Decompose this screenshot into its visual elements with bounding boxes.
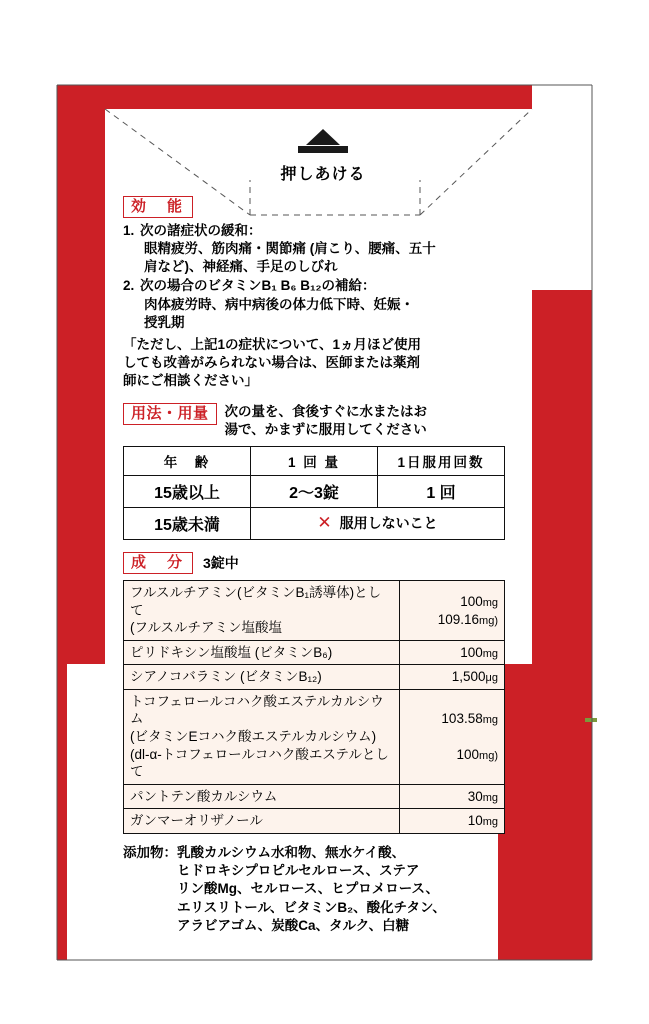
ingredient-amount-6: 10mg: [400, 809, 505, 834]
x-mark-icon: ✕: [317, 513, 332, 533]
red-band-top: [57, 85, 532, 109]
additives-label: 添加物：: [123, 844, 177, 860]
dosage-age-over15: 15歳以上: [124, 475, 251, 507]
additives-line-4: エリスリトール、ビタミンB₂、酸化チタン、: [177, 899, 446, 915]
ingredient-amount-2: 100mg: [400, 640, 505, 665]
table-row: [124, 784, 505, 809]
additives-line-3: リン酸Mg、セルロース、ヒプロメロース、: [177, 881, 439, 897]
ingredient-amount-4: [400, 689, 505, 784]
efficacy-note-line-3: 師にご相談ください」: [123, 373, 258, 389]
ingredients-heading: 成 分: [123, 552, 193, 574]
additives-section: [123, 844, 523, 936]
efficacy-sub-2a: 肉体疲労時、病中病後の体力低下時、妊娠・: [144, 296, 414, 312]
table-row: [124, 507, 505, 539]
ingredients-quantity: 3錠中: [203, 555, 239, 572]
dosage-under15-note: [251, 507, 505, 539]
registration-tick: [585, 718, 597, 722]
efficacy-section: [123, 196, 523, 391]
ingredient-amount-1: [400, 581, 505, 641]
efficacy-note: [123, 336, 523, 391]
additives-line-2: ヒドロキシプロピルセルロース、ステア: [177, 863, 420, 879]
dosage-col-age: 年 齢: [124, 446, 251, 475]
ingredient-amount-1-line1: 100mg: [460, 593, 498, 609]
dosage-amount-over15: 2～3錠: [251, 475, 378, 507]
table-row: [124, 689, 505, 784]
efficacy-main-1: 次の諸症状の緩和：: [140, 223, 262, 239]
additives-line-5: アラビアゴム、炭酸Ca、タルク、白糖: [177, 918, 410, 934]
dosage-age-under15: 15歳未満: [124, 507, 251, 539]
label-content: [105, 109, 533, 960]
ingredient-amount-4-spacer: [406, 728, 498, 746]
dosage-col-times: 1日服用回数: [378, 446, 505, 475]
ingredient-name-4-line1: トコフェロールコハク酸エステルカルシウム: [130, 693, 384, 727]
ingredient-name-3: シアノコバラミン (ビタミンB₁₂): [124, 665, 400, 690]
table-row: [124, 809, 505, 834]
ingredient-name-4-line3: (dl-α-トコフェロールコハク酸エステルとして: [130, 746, 389, 780]
dosage-text-line-2: 湯で、かまずに服用してください: [224, 421, 427, 437]
red-band-left: [57, 109, 105, 664]
ingredient-name-2: ピリドキシン塩酸塩 (ビタミンB₆): [124, 640, 400, 665]
dosage-section: [123, 403, 523, 540]
ingredient-name-6: ガンマーオリザノール: [124, 809, 400, 834]
table-row: [124, 581, 505, 641]
push-open-graphic: [123, 129, 523, 184]
list-item: [123, 277, 523, 331]
list-item: [123, 222, 523, 276]
efficacy-number-1: 1.: [123, 223, 135, 239]
table-row: [124, 475, 505, 507]
dosage-heading: 用法・用量: [123, 403, 217, 425]
ingredient-name-1-line2: (フルスルチアミン塩酸塩: [130, 620, 283, 636]
efficacy-sub-1b: 肩など)、神経痛、手足のしびれ: [144, 259, 338, 275]
table-row: [124, 665, 505, 690]
dosage-col-amount: 1 回 量: [251, 446, 378, 475]
arrow-base-icon: [298, 146, 348, 153]
table-header-row: [124, 446, 505, 475]
ingredient-name-1: [124, 581, 400, 641]
ingredient-amount-3: 1,500μg: [400, 665, 505, 690]
efficacy-sub-2b: 授乳期: [144, 314, 185, 330]
ingredients-section: [123, 552, 523, 834]
efficacy-note-line-1: 「ただし、上記1の症状について、1ヵ月ほど使用: [123, 336, 421, 352]
ingredient-name-5: パントテン酸カルシウム: [124, 784, 400, 809]
dosage-table: [123, 446, 505, 540]
efficacy-heading: 効 能: [123, 196, 193, 218]
additives-body: [177, 844, 446, 936]
push-open-label: 押しあける: [280, 166, 366, 183]
efficacy-sub-1a: 眼精疲労、筋肉痛・関節痛 (肩こり、腰痛、五十: [144, 241, 436, 257]
dosage-times-over15: 1 回: [378, 475, 505, 507]
efficacy-main-2: 次の場合のビタミンB₁ B₆ B₁₂の補給：: [140, 278, 376, 294]
ingredient-amount-5: 30mg: [400, 784, 505, 809]
additives-line-1: 乳酸カルシウム水和物、無水ケイ酸、: [177, 844, 406, 860]
red-band-right: [532, 290, 592, 960]
dosage-under15-text: 服用しないこと: [339, 515, 438, 532]
ingredient-amount-1-line2: 109.16mg): [437, 611, 498, 627]
ingredient-name-1-line1: フルスルチアミン(ビタミンB₁誘導体)として: [130, 585, 382, 618]
ingredient-amount-4-line3: 100mg): [456, 746, 498, 762]
table-row: [124, 640, 505, 665]
ingredient-name-4-line2: (ビタミンEコハク酸エステルカルシウム): [130, 729, 377, 745]
efficacy-note-line-2: しても改善がみられない場合は、医師または薬剤: [123, 355, 420, 371]
efficacy-list: [123, 222, 523, 331]
dosage-text: [225, 403, 523, 439]
dosage-text-line-1: 次の量を、食後すぐに水またはお: [224, 403, 428, 419]
up-arrow-icon: [306, 129, 340, 145]
efficacy-number-2: 2.: [123, 278, 135, 294]
ingredients-table: [123, 580, 505, 834]
ingredient-amount-4-line1: 103.58mg: [441, 711, 498, 727]
ingredient-name-4: [124, 689, 400, 784]
red-band-bottom-left: [57, 664, 67, 960]
